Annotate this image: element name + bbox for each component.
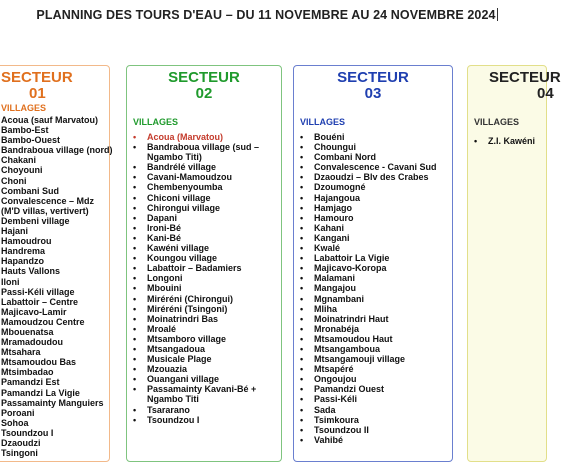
village-list-item: • Kani-Bé — [127, 233, 281, 243]
sector-number: 03 — [364, 85, 382, 102]
village-list-item: • Kahani — [294, 223, 452, 233]
village-list-item: Choni — [1, 175, 27, 186]
village-list-item: • Vahibé — [294, 435, 452, 445]
village-list-item: Majicavo-Lamir — [1, 306, 67, 317]
village-list-item: Choyouni — [1, 165, 43, 176]
village-list-item: • Choungui — [294, 142, 452, 152]
village-list-item: • Labattoir – Badamiers — [127, 263, 281, 273]
sector-label: SECTEUR — [168, 69, 240, 86]
village-list-item: Hauts Vallons — [1, 266, 61, 277]
sector-number: 02 — [195, 85, 213, 102]
village-list-item: • Miréréni (Tsingoni) — [127, 304, 281, 314]
sector-card-02 — [126, 65, 282, 462]
village-list-item: Convalescence – Mdz — [1, 195, 95, 206]
village-list-item: • Dzoumogné — [294, 182, 452, 192]
village-list-item: • Tsararano — [127, 405, 281, 415]
village-list — [294, 132, 452, 445]
village-list-item: • Tsoundzou I — [127, 415, 281, 425]
sector-label: SECTEUR — [1, 69, 73, 86]
village-list-item: • Cavani-Mamoudzou — [127, 172, 281, 182]
village-list-item: Hapandzo — [1, 256, 45, 267]
village-list — [468, 136, 546, 146]
text-cursor — [497, 8, 498, 21]
village-list-item: • Mtsangamboua — [294, 344, 452, 354]
village-list-item: Combani Sud — [1, 185, 59, 196]
sector-heading — [0, 70, 109, 102]
village-list-item: • Mzouazia — [127, 364, 281, 374]
village-list-item: Acoua (sauf Marvatou) — [1, 115, 99, 125]
sector-label: SECTEUR — [489, 69, 561, 86]
village-list-item: Hamoudrou — [1, 236, 52, 247]
village-list-item: • Mgnambani — [294, 294, 452, 304]
village-list-item: • Mtsamboro village — [127, 334, 281, 344]
village-list-item: • Labattoir La Vigie — [294, 253, 452, 263]
village-list-item: • Hamouro — [294, 213, 452, 223]
village-list-item: Mamoudzou Centre — [1, 316, 85, 327]
villages-label: VILLAGES — [474, 117, 520, 127]
village-list-item: Tsoundzou I — [1, 427, 54, 438]
sector-card-01 — [0, 65, 113, 462]
village-list-item: • Longoni — [127, 273, 281, 283]
village-list-item: Mramadoudou — [1, 337, 63, 348]
village-list-item: Mtsimbadao — [1, 367, 54, 378]
village-list-item: • Mtsapéré — [294, 364, 452, 374]
village-list-item: Dembeni village — [1, 215, 70, 226]
sector-heading — [468, 69, 561, 102]
village-list-item: • Bandrélé village — [127, 162, 281, 172]
village-list-item: • Moinatrindri Bas — [127, 314, 281, 324]
sector-card-03 — [293, 65, 453, 462]
village-list-item: Mtsamoudou Bas — [1, 357, 77, 368]
village-list-item: • Mtsangamouji village — [294, 354, 452, 364]
village-list-item: Mtsahara — [1, 347, 41, 358]
village-list-item: Labattoir – Centre — [1, 296, 79, 307]
village-list-item: • Mtsamoudou Haut — [294, 334, 452, 344]
village-list-item: • Bouéni — [294, 132, 452, 142]
village-list-item: • Acoua (Marvatou) — [127, 132, 281, 142]
village-list-item: • Combani Nord — [294, 152, 452, 162]
village-list-item: • Ironi-Bé — [127, 223, 281, 233]
village-list-item: Sohoa — [1, 417, 29, 428]
village-list-item: • Ouangani village — [127, 374, 281, 384]
village-list-item: Hajani — [1, 226, 29, 237]
villages-label: VILLAGES — [1, 103, 47, 113]
village-list-item: • Majicavo-Koropa — [294, 263, 452, 273]
village-list-item: • Musicale Plage — [127, 354, 281, 364]
village-list-item: Mbouenatsa — [1, 326, 54, 337]
village-list-item: Bambo-Ouest — [1, 135, 61, 146]
village-list-item: • Mroalé — [127, 324, 281, 334]
village-list-item: Chakani — [1, 155, 37, 166]
village-list-item: Bambo-Est — [1, 125, 49, 136]
village-list-item: • Moinatrindri Haut — [294, 314, 452, 324]
village-list-item: Pamandzi La Vigie — [1, 387, 80, 398]
village-list-item: Handrema — [1, 246, 46, 257]
village-list-item: • Mbouini — [127, 283, 281, 293]
village-list-item: Bandraboua village (nord) — [1, 145, 113, 156]
village-list-item: Tsingoni — [1, 448, 38, 459]
village-list-item: Poroani — [1, 407, 35, 418]
villages-label: VILLAGES — [300, 117, 346, 127]
village-list-item: Passi-Kéli village — [1, 286, 75, 297]
sector-heading — [127, 70, 281, 102]
village-list-item: • Hajangoua — [294, 193, 452, 203]
village-list-item: • Mronabéja — [294, 324, 452, 334]
villages-label: VILLAGES — [133, 117, 179, 127]
village-list-item: Pamandzi Est — [1, 377, 60, 388]
village-list-item: • Miréréni (Chirongui) — [127, 294, 281, 304]
village-list-item: • Mangajou — [294, 283, 452, 293]
village-list-item: • Sada — [294, 405, 452, 415]
village-list-item: • Tsoundzou II — [294, 425, 452, 435]
village-list-item: • Malamani — [294, 273, 452, 283]
village-list-item: • Mliha — [294, 304, 452, 314]
sector-card-04 — [467, 65, 561, 462]
village-list-item: • Passamainty Kavani-Bé + Ngambo Titi — [127, 384, 281, 404]
village-list-item: Passamainty Manguiers — [1, 397, 104, 408]
village-list-item: • Mtsangadoua — [127, 344, 281, 354]
village-list-item: • Chirongui village — [127, 203, 281, 213]
village-list-item: Iloni — [1, 276, 20, 287]
village-list-item: • Tsimkoura — [294, 415, 452, 425]
village-list-item: • Convalescence - Cavani Sud — [294, 162, 452, 172]
sector-heading — [294, 70, 452, 102]
sector-number: 01 — [29, 85, 46, 102]
village-list-item: • Kawéni village — [127, 243, 281, 253]
village-list-item: • Bandraboua village (sud – Ngambo Titi) — [127, 142, 281, 162]
village-list-item: • Passi-Kéli — [294, 394, 452, 404]
village-list-item: • Kwalé — [294, 243, 452, 253]
sector-number: 04 — [537, 85, 554, 102]
village-list-item: • Dzaoudzi – Blv des Crabes — [294, 172, 452, 182]
village-list — [127, 132, 281, 425]
sector-label: SECTEUR — [337, 69, 409, 86]
village-list-item: • Pamandzi Ouest — [294, 384, 452, 394]
village-list-item: • Chembenyoumba — [127, 182, 281, 192]
village-list-item: • Ongoujou — [294, 374, 452, 384]
village-list-item: (M'D villas, vertivert) — [1, 205, 89, 216]
village-list-item: • Hamjago — [294, 203, 452, 213]
village-list-item: • Kangani — [294, 233, 452, 243]
village-list-item: • Chiconi village — [127, 193, 281, 203]
village-list-item: • Dapani — [127, 213, 281, 223]
village-list — [0, 115, 113, 459]
page-title: PLANNING DES TOURS D'EAU – DU 11 NOVEMBRE AU 24 NOVEMBRE 2024 — [36, 8, 496, 22]
village-list-item: • Koungou village — [127, 253, 281, 263]
village-list-item: • Z.I. Kawéni — [468, 136, 546, 146]
village-list-item: Dzaoudzi — [1, 438, 41, 448]
